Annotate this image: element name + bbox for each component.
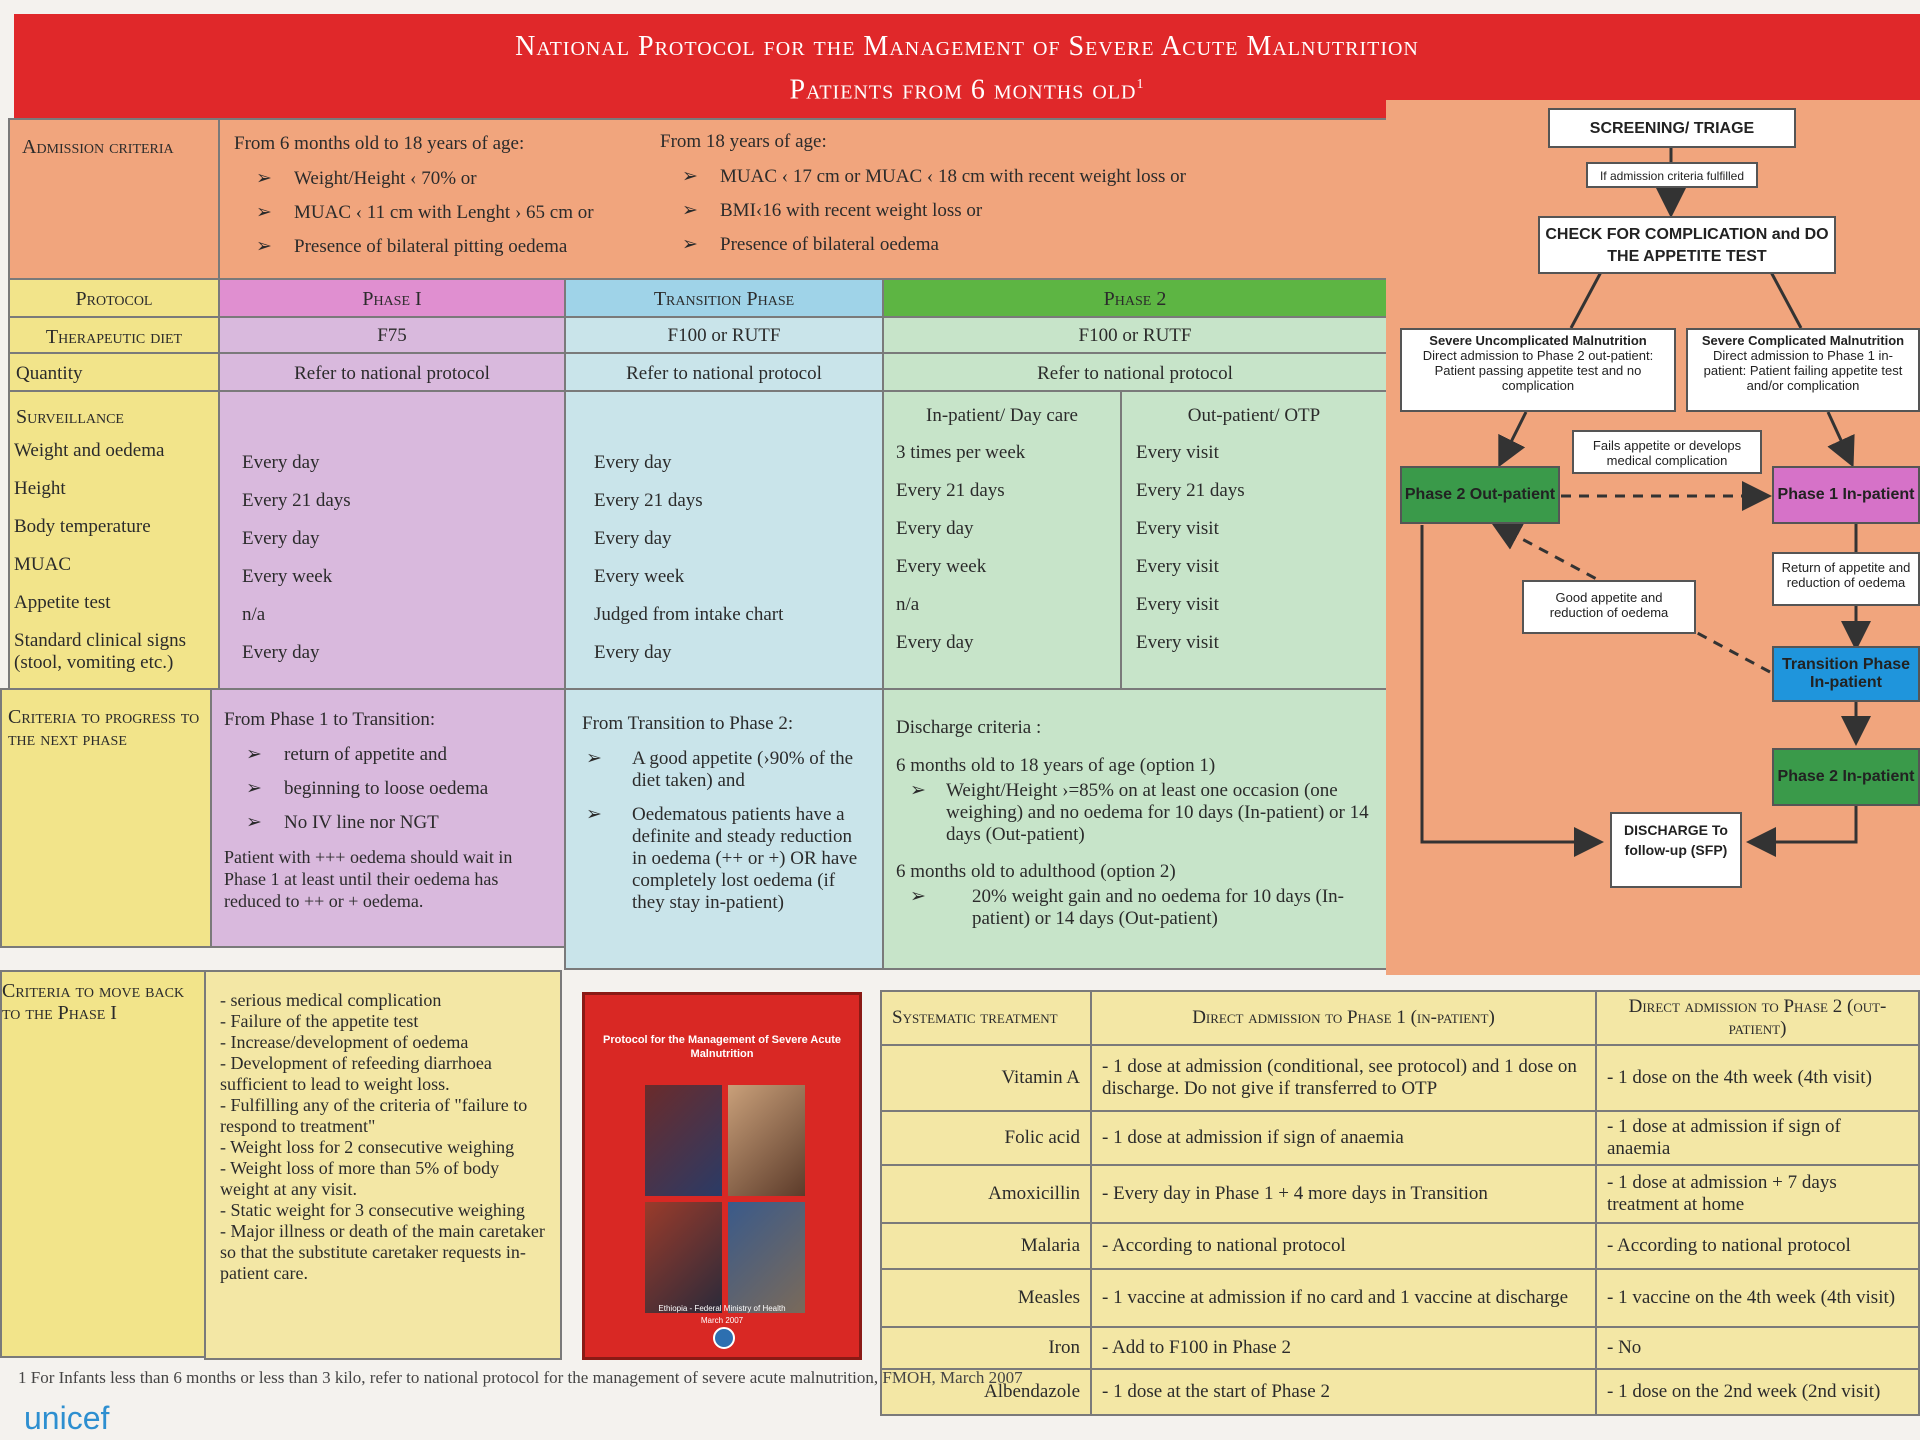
- surveillance-value: Every day: [594, 452, 672, 473]
- ministry-logo-icon: [713, 1327, 735, 1349]
- admission-child-title: From 6 months old to 18 years of age:: [234, 133, 525, 154]
- move-back-item: - Weight loss for 2 consecutive weighing: [220, 1137, 515, 1157]
- surveillance-value: Every day: [242, 528, 320, 549]
- surveillance-rows: [10, 432, 218, 674]
- progress-t-title: From Transition to Phase 2:: [582, 713, 794, 734]
- uncomplicated-box: [1400, 328, 1676, 412]
- admission-adult: [660, 130, 1360, 268]
- admission-label: Admission criteria: [8, 118, 220, 280]
- phase1-header: Phase I: [218, 278, 566, 318]
- arrow-icon: ➢: [682, 200, 698, 221]
- admission-adult-title: From 18 years of age:: [660, 131, 827, 152]
- col-phase2: Direct admission to Phase 2 (out-patient): [1596, 991, 1919, 1045]
- inpatient-header: In-patient/ Day care: [926, 405, 1078, 426]
- discharge-criteria: [882, 688, 1388, 970]
- table-row: [881, 1045, 1919, 1111]
- title-line-1: National Protocol for the Management of Severe Acute Malnutrition: [515, 31, 1419, 62]
- discharge-title: Discharge criteria :: [896, 717, 1042, 738]
- phase2-cell: - 1 vaccine on the 4th week (4th visit): [1596, 1269, 1919, 1327]
- surveillance-transition-rows: [566, 392, 882, 672]
- surveillance-value: n/a: [242, 604, 266, 625]
- option1-title: 6 months old to 18 years of age (option 1): [896, 755, 1216, 776]
- admission-adult-item: [660, 166, 1360, 188]
- phase2-cell: - No: [1596, 1327, 1919, 1369]
- flow-chart: [1386, 100, 1920, 975]
- quantity-label: Quantity: [8, 352, 220, 392]
- booklet-footer: [585, 1303, 859, 1327]
- diet-label: Therapeutic diet: [8, 316, 220, 354]
- fails-appetite-box: Fails appetite or develops medical complication: [1572, 430, 1762, 474]
- surveillance-value: Every visit: [1136, 518, 1219, 539]
- transition-header: Transition Phase: [564, 278, 884, 318]
- surveillance-row-label: Standard clinical signs (stool, vomiting etc.): [14, 630, 187, 673]
- option2-item: [896, 886, 1374, 930]
- surveillance-outpatient-rows: [1122, 428, 1386, 662]
- unicef-logo: unicef: [24, 1400, 110, 1436]
- photo: [728, 1085, 805, 1196]
- admission-child: [234, 132, 664, 270]
- admission-child-text: Weight/Height ‹ 70% or: [294, 168, 477, 189]
- surveillance-value: n/a: [896, 594, 920, 615]
- drug-name: Albendazole: [881, 1369, 1091, 1415]
- treatment-label: Systematic treatment: [881, 991, 1091, 1045]
- protocol-booklet-image: [582, 992, 862, 1360]
- phase1-cell: - According to national protocol: [1091, 1223, 1596, 1269]
- progress-p1-text: No IV line nor NGT: [284, 812, 439, 833]
- surveillance-row-label: Weight and oedema: [14, 440, 165, 461]
- phase1-inpatient-box: Phase 1 In-patient: [1772, 466, 1920, 524]
- phase1-cell: - Every day in Phase 1 + 4 more days in Transition: [1091, 1165, 1596, 1223]
- admission-child-item: [234, 202, 664, 224]
- admission-adult-text: Presence of bilateral oedema: [720, 234, 939, 255]
- photo: [645, 1085, 722, 1196]
- arrow-icon: ➢: [910, 780, 926, 801]
- arrow-icon: ➢: [256, 236, 272, 257]
- quantity-transition: Refer to national protocol: [564, 352, 884, 392]
- admission-adult-item: [660, 200, 1360, 222]
- progress-t-item: [582, 804, 866, 914]
- surveillance-value: 3 times per week: [896, 442, 1026, 463]
- option2-text: 20% weight gain and no oedema for 10 days (In-patient) or 14 days (Out-patient): [972, 886, 1344, 929]
- return-appetite-box: Return of appetite and reduction of oedema: [1772, 552, 1920, 606]
- arrow-icon: ➢: [586, 748, 602, 769]
- option1-list: [896, 780, 1374, 846]
- surveillance-value: Every visit: [1136, 442, 1219, 463]
- option2-title: 6 months old to adulthood (option 2): [896, 861, 1176, 882]
- drug-name: Vitamin A: [881, 1045, 1091, 1111]
- move-back-item: - Static weight for 3 consecutive weighing: [220, 1200, 525, 1220]
- quantity-phase1: Refer to national protocol: [218, 352, 566, 392]
- admission-child-list: [234, 168, 664, 258]
- photo: [728, 1202, 805, 1313]
- progress-t-item: [582, 748, 866, 792]
- screening-box: SCREENING/ TRIAGE: [1548, 108, 1796, 148]
- table-row: [881, 1165, 1919, 1223]
- phase1-cell: - Add to F100 in Phase 2: [1091, 1327, 1596, 1369]
- admission-adult-text: BMI‹16 with recent weight loss or: [720, 200, 983, 221]
- complicated-text: Direct admission to Phase 1 in-patient: Patient failing appetite test and/or complication: [1703, 348, 1903, 393]
- surveillance-value: Every day: [242, 452, 320, 473]
- booklet-ministry: Ethiopia - Federal Ministry of Health: [658, 1304, 786, 1313]
- progress-p1-item: [224, 778, 552, 800]
- complicated-title: Severe Complicated Malnutrition: [1701, 333, 1905, 348]
- admission-criteria: [218, 118, 1388, 280]
- progress-t-list: [582, 748, 866, 914]
- drug-name: Iron: [881, 1327, 1091, 1369]
- surveillance-value: Every day: [242, 642, 320, 663]
- transition-inpatient-box: Transition Phase In-patient: [1772, 646, 1920, 702]
- surveillance-value: Every visit: [1136, 632, 1219, 653]
- table-row: [881, 1327, 1919, 1369]
- arrow-icon: ➢: [910, 886, 926, 907]
- surveillance-value: Every 21 days: [896, 480, 1005, 501]
- phase1-cell: - 1 dose at the start of Phase 2: [1091, 1369, 1596, 1415]
- surveillance-value: Every 21 days: [1136, 480, 1245, 501]
- surveillance-value: Every 21 days: [242, 490, 351, 511]
- footnote: 1 For Infants less than 6 months or less than 3 kilo, refer to national protocol for the management of severe acute malnutrition, FMOH, March 2007: [18, 1368, 1023, 1387]
- phase1-cell: - 1 dose at admission if sign of anaemia: [1091, 1111, 1596, 1165]
- uncomplicated-text: Direct admission to Phase 2 out-patient: Patient passing appetite test and no complication: [1422, 348, 1654, 393]
- phase2-cell: - 1 dose on the 4th week (4th visit): [1596, 1045, 1919, 1111]
- surveillance-value: Every day: [594, 642, 672, 663]
- title-line-2: Patients from 6 months old: [789, 74, 1137, 106]
- move-back-item: - serious medical complication: [220, 990, 442, 1010]
- arrow-icon: ➢: [586, 804, 602, 825]
- surveillance-value: Every 21 days: [594, 490, 703, 511]
- surveillance-row-label: Body temperature: [14, 516, 151, 537]
- progress-t-text: A good appetite (›90% of the diet taken) and: [632, 748, 854, 791]
- drug-name: Malaria: [881, 1223, 1091, 1269]
- progress-p1-text: return of appetite and: [284, 744, 448, 765]
- surveillance-row-label: Appetite test: [14, 592, 111, 613]
- surveillance-outpatient: [1120, 390, 1388, 690]
- admission-adult-item: [660, 234, 1360, 256]
- surveillance-value: Every week: [896, 556, 987, 577]
- complicated-box: [1686, 328, 1920, 412]
- progress-p1-list: [224, 744, 552, 834]
- arrow-icon: ➢: [246, 778, 262, 799]
- arrow-icon: ➢: [682, 234, 698, 255]
- progress-p1-title: From Phase 1 to Transition:: [224, 709, 436, 730]
- arrow-icon: ➢: [256, 202, 272, 223]
- admission-child-text: Presence of bilateral pitting oedema: [294, 236, 568, 257]
- admission-adult-text: MUAC ‹ 17 cm or MUAC ‹ 18 cm with recent weight loss or: [720, 166, 1186, 187]
- move-back-item: - Development of refeeding diarrhoea sufficient to lead to weight loss.: [220, 1053, 492, 1094]
- move-back-item: - Failure of the appetite test: [220, 1011, 419, 1031]
- table-row: [881, 1369, 1919, 1415]
- footnote-marker: 1: [1136, 77, 1145, 92]
- phase2-cell: - According to national protocol: [1596, 1223, 1919, 1269]
- progress-p1-item: [224, 812, 552, 834]
- option2-list: [896, 886, 1374, 930]
- check-complication-box: CHECK FOR COMPLICATION and DO THE APPETITE TEST: [1538, 216, 1836, 274]
- surveillance-value: Every day: [896, 632, 974, 653]
- option1-item: [896, 780, 1374, 846]
- move-back-item: - Weight loss of more than 5% of body weight at any visit.: [220, 1158, 500, 1199]
- phase2-outpatient-box: Phase 2 Out-patient: [1400, 466, 1560, 524]
- surveillance-phase1-rows: [220, 392, 564, 672]
- booklet-photos: [645, 1085, 805, 1313]
- drug-name: Measles: [881, 1269, 1091, 1327]
- surveillance-value: Every week: [594, 566, 685, 587]
- quantity-phase2: Refer to national protocol: [882, 352, 1388, 392]
- table-header-row: [881, 991, 1919, 1045]
- phase2-cell: - 1 dose at admission if sign of anaemia: [1596, 1111, 1919, 1165]
- booklet-date: March 2007: [700, 1316, 744, 1325]
- surveillance-row-label: MUAC: [14, 554, 72, 575]
- surveillance-value: Every visit: [1136, 556, 1219, 577]
- move-back-criteria: [204, 970, 562, 1360]
- progress-t-text: Oedematous patients have a definite and steady reduction in oedema (++ or +) OR have completely lost oedema (if they stay in-patient): [632, 804, 858, 913]
- discharge-box: DISCHARGE To follow-up (SFP): [1610, 812, 1742, 888]
- surveillance-transition: [564, 390, 884, 690]
- move-back-item: - Increase/development of oedema: [220, 1032, 469, 1052]
- arrow-icon: ➢: [246, 812, 262, 833]
- table-row: [881, 1111, 1919, 1165]
- phase2-cell: - 1 dose on the 2nd week (2nd visit): [1596, 1369, 1919, 1415]
- option1-text: Weight/Height ›=85% on at least one occasion (one weighing) and no oedema for 10 days (In-patient) or 14 days (Out-patient): [946, 780, 1369, 845]
- arrow-icon: ➢: [682, 166, 698, 187]
- admission-fulfilled-box: If admission criteria fulfilled: [1586, 162, 1758, 188]
- diet-phase2: F100 or RUTF: [882, 316, 1388, 354]
- progress-p1-note: Patient with +++ oedema should wait in Phase 1 at least until their oedema has reduced to ++ or + oedema.: [224, 847, 513, 911]
- progress-transition: [564, 688, 884, 970]
- phase2-header: Phase 2: [882, 278, 1388, 318]
- diet-phase1: F75: [218, 316, 566, 354]
- progress-p1-text: beginning to loose oedema: [284, 778, 489, 799]
- progress-label: Criteria to progress to the next phase: [0, 688, 212, 948]
- surveillance-value: Every week: [242, 566, 333, 587]
- surveillance-label: Surveillance: [16, 406, 124, 428]
- phase1-cell: - 1 dose at admission (conditional, see protocol) and 1 dose on discharge. Do not give if transferred to OTP: [1091, 1045, 1596, 1111]
- table-row: [881, 1269, 1919, 1327]
- surveillance-labels: [8, 390, 220, 690]
- admission-child-text: MUAC ‹ 11 cm with Lenght › 65 cm or: [294, 202, 594, 223]
- arrow-icon: ➢: [256, 168, 272, 189]
- protocol-label: Protocol: [8, 278, 220, 318]
- admission-adult-list: [660, 166, 1360, 256]
- surveillance-inpatient: [882, 390, 1122, 690]
- admission-child-item: [234, 168, 664, 190]
- diet-transition: F100 or RUTF: [564, 316, 884, 354]
- systematic-treatment-table: [880, 990, 1920, 1416]
- arrow-icon: ➢: [246, 744, 262, 765]
- phase2-inpatient-box: Phase 2 In-patient: [1772, 748, 1920, 806]
- photo: [645, 1202, 722, 1313]
- uncomplicated-title: Severe Uncomplicated Malnutrition: [1429, 333, 1647, 348]
- good-appetite-box: Good appetite and reduction of oedema: [1522, 580, 1696, 634]
- admission-child-item: [234, 236, 664, 258]
- phase2-cell: - 1 dose at admission + 7 days treatment at home: [1596, 1165, 1919, 1223]
- phase1-cell: - 1 vaccine at admission if no card and 1 vaccine at discharge: [1091, 1269, 1596, 1327]
- booklet-title: Protocol for the Management of Severe Acute Malnutrition: [603, 1034, 841, 1060]
- move-back-label: Criteria to move back to the Phase I: [0, 970, 206, 1358]
- move-back-item: - Fulfilling any of the criteria of "failure to respond to treatment": [220, 1095, 528, 1136]
- surveillance-row-label: Height: [14, 478, 66, 499]
- surveillance-value: Judged from intake chart: [594, 604, 784, 625]
- col-phase1: Direct admission to Phase 1 (in-patient): [1091, 991, 1596, 1045]
- progress-p1-item: [224, 744, 552, 766]
- drug-name: Folic acid: [881, 1111, 1091, 1165]
- move-back-item: - Major illness or death of the main caretaker so that the substitute caretaker requests in-patient care.: [220, 1221, 545, 1283]
- surveillance-value: Every day: [594, 528, 672, 549]
- outpatient-header: Out-patient/ OTP: [1187, 405, 1321, 426]
- drug-name: Amoxicillin: [881, 1165, 1091, 1223]
- surveillance-value: Every visit: [1136, 594, 1219, 615]
- progress-phase1: [210, 688, 566, 948]
- table-row: [881, 1223, 1919, 1269]
- surveillance-inpatient-rows: [884, 428, 1120, 662]
- surveillance-value: Every day: [896, 518, 974, 539]
- surveillance-phase1: [218, 390, 566, 690]
